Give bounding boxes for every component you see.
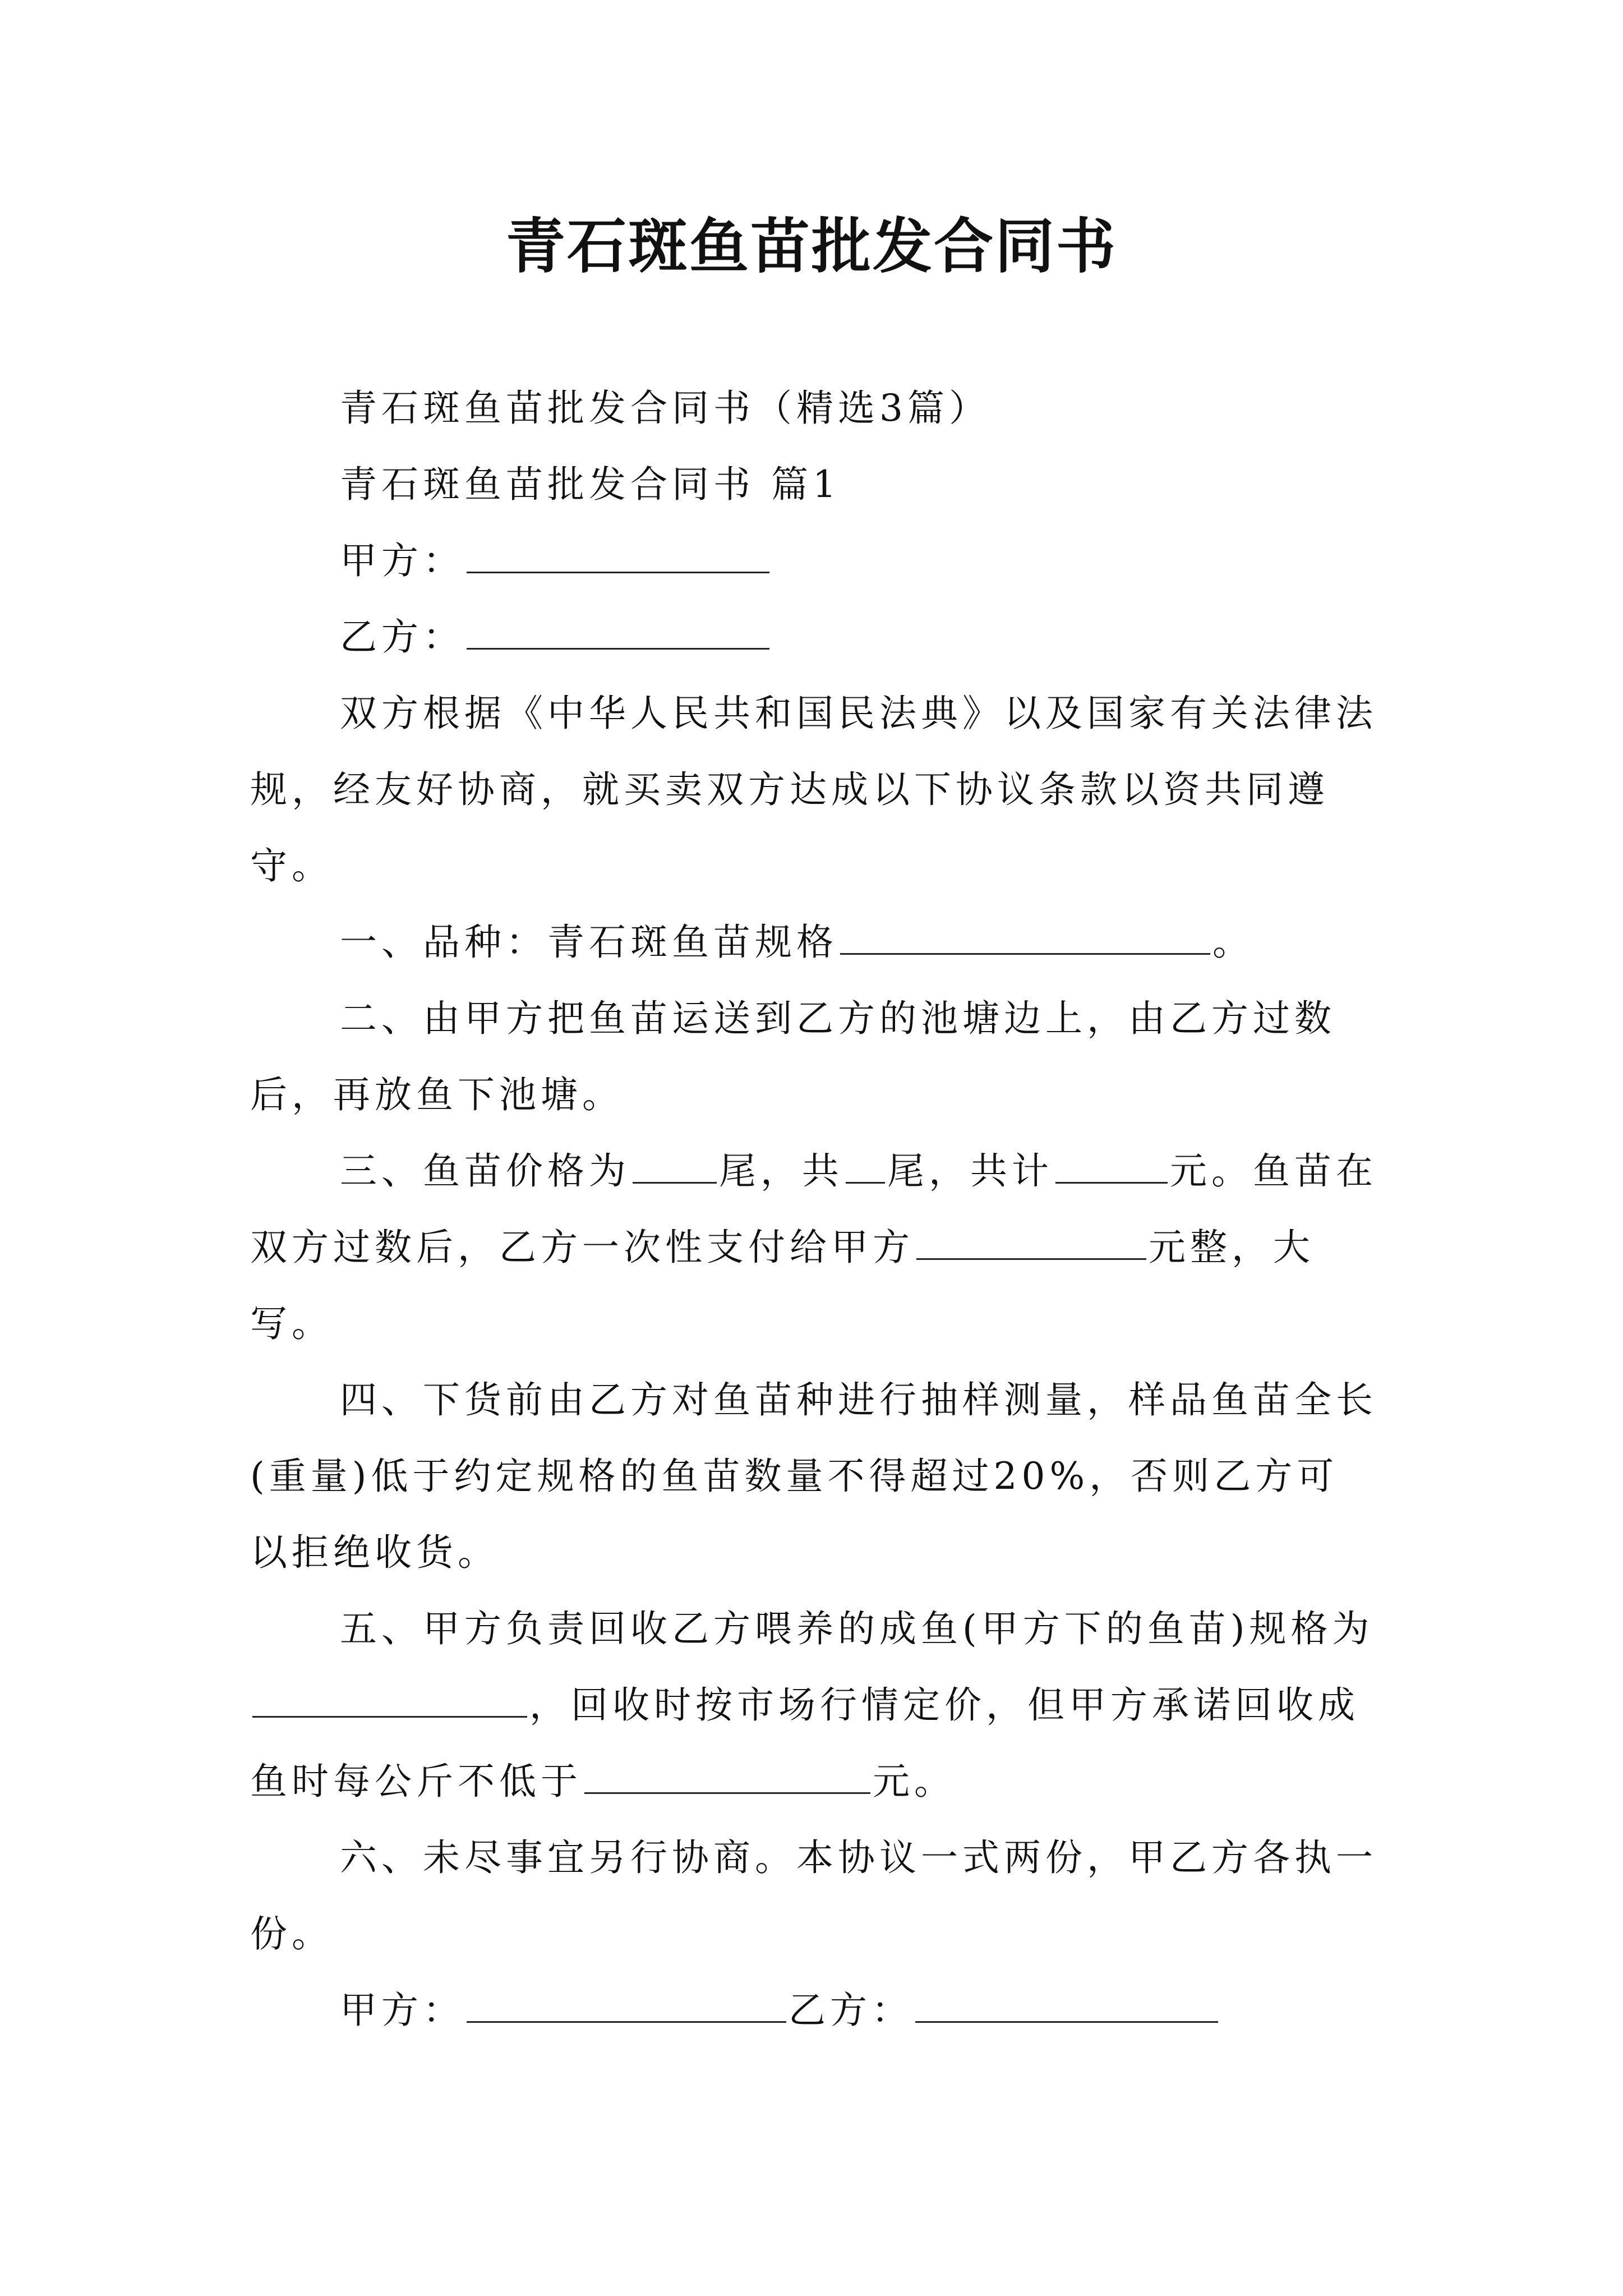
clause-3-part2: 尾，共 [719, 1149, 843, 1193]
party-a-blank [467, 538, 769, 573]
signature-party-a-blank [467, 1987, 786, 2023]
signature-line [250, 1972, 1380, 2049]
clause-5 [250, 1591, 1380, 1820]
clause-5-part2: ，回收时按市场行情定价，但甲方承诺回收成鱼时每公斤不低于 [250, 1683, 1359, 1803]
signature-party-b-label: 乙方： [789, 1989, 913, 2032]
clause-6: 六、未尽事宜另行协商。本协议一式两份，甲乙方各执一份。 [250, 1836, 1377, 1955]
clause-3-part5: 元整，大写。 [250, 1226, 1315, 1345]
clause-3-part3: 尾，共计 [887, 1149, 1053, 1193]
clause-5-part1: 五、甲方负责回收乙方喂养的成鱼(甲方下的鱼苗)规格为 [340, 1607, 1374, 1650]
document-title: 青石斑鱼苗批发合同书 [506, 211, 1117, 281]
intro-paragraph: 双方根据《中华人民共和国民法典》以及国家有关法律法规，经友好协商，就买卖双方达成以下协议条款以资共同遵守。 [250, 692, 1377, 887]
min-price-blank [584, 1759, 870, 1794]
spec-blank [840, 919, 1210, 955]
clause-1-text: 一、品种：青石斑鱼苗规格 [340, 921, 838, 964]
clause-4: 四、下货前由乙方对鱼苗种进行抽样测量，样品鱼苗全长(重量)低于约定规格的鱼苗数量不得超过20%，否则乙方可以拒绝收货。 [250, 1378, 1377, 1574]
signature-party-b-blank [915, 1987, 1218, 2023]
clause-3-part4: 元。鱼苗在双方过数后，乙方一次性支付给甲方 [250, 1149, 1377, 1269]
party-b-label: 乙方： [340, 615, 464, 659]
fish-spec-blank [252, 1682, 527, 1718]
price-blank [633, 1148, 717, 1184]
party-a-line [250, 523, 1380, 599]
document-subtitle: 青石斑鱼苗批发合同书（精选3篇） [340, 386, 990, 430]
party-b-blank [467, 614, 769, 650]
clause-5-part3: 元。 [873, 1760, 956, 1803]
clause-3-part1: 三、鱼苗价格为 [340, 1149, 630, 1193]
party-b-line [250, 599, 1380, 675]
signature-party-a-label: 甲方： [340, 1989, 464, 2032]
clause-1-end: 。 [1212, 921, 1254, 964]
clause-2: 二、由甲方把鱼苗运送到乙方的池塘边上，由乙方过数后，再放鱼下池塘。 [250, 997, 1336, 1116]
count-blank [846, 1148, 885, 1184]
party-a-label: 甲方： [340, 539, 464, 582]
document-body [250, 370, 1380, 2049]
clause-3 [250, 1133, 1380, 1362]
clause-1 [250, 904, 1380, 981]
payment-blank [916, 1225, 1146, 1260]
total-blank [1055, 1148, 1168, 1184]
section-heading: 青石斑鱼苗批发合同书 篇1 [340, 463, 841, 506]
